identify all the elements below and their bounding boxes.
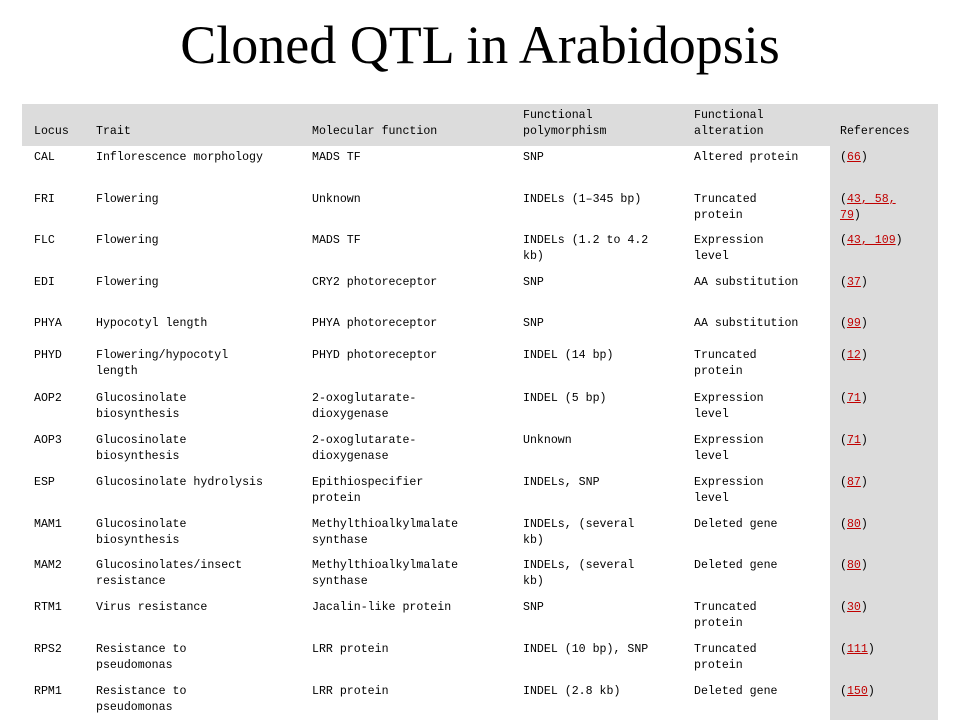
cell-functional-alteration — [694, 433, 822, 465]
cell-functional-alteration-line: level — [694, 492, 729, 505]
reference-open: ( — [840, 559, 847, 572]
table-row — [22, 233, 938, 273]
cell-locus: PHYA — [34, 317, 62, 330]
cell-functional-alteration-line: level — [694, 408, 729, 421]
reference-close: ) — [860, 317, 868, 330]
header-functional-alteration — [694, 108, 822, 140]
cell-molecular-function-line: synthase — [312, 534, 368, 547]
reference-close: ) — [860, 392, 868, 405]
cell-molecular-function-line: 2-oxoglutarate- — [312, 392, 417, 405]
cell-trait-line: Flowering — [96, 193, 159, 206]
cell-locus: FRI — [34, 193, 55, 206]
reference-link[interactable]: 80 — [846, 559, 861, 572]
cell-references — [840, 150, 936, 166]
references-line — [840, 192, 936, 208]
cell-functional-alteration-line: protein — [694, 365, 743, 378]
cell-functional-polymorphism — [523, 517, 688, 549]
cell-trait — [96, 150, 286, 166]
table-row — [22, 684, 938, 720]
cell-molecular-function — [312, 391, 512, 423]
cell-trait-line: Resistance to — [96, 685, 187, 698]
cell-trait — [96, 475, 286, 491]
cell-molecular-function-line: Methylthioalkylmalate — [312, 518, 459, 531]
cell-trait — [96, 517, 286, 549]
cell-functional-polymorphism — [523, 316, 688, 332]
reference-link[interactable]: 111 — [846, 643, 868, 656]
cell-locus: PHYD — [34, 349, 62, 362]
cell-functional-alteration-line: Expression — [694, 392, 764, 405]
cell-trait — [96, 684, 286, 716]
cell-functional-polymorphism — [523, 192, 688, 208]
reference-link[interactable]: 37 — [846, 276, 861, 289]
cell-molecular-function-line: MADS TF — [312, 151, 361, 164]
cell-references — [840, 391, 936, 407]
reference-link[interactable]: 79 — [840, 209, 854, 222]
cell-molecular-function-line: Unknown — [312, 193, 361, 206]
cell-functional-polymorphism — [523, 391, 688, 407]
cell-functional-polymorphism — [523, 150, 688, 166]
cell-molecular-function-line: dioxygenase — [312, 450, 389, 463]
cell-references — [840, 233, 936, 249]
cell-locus: EDI — [34, 276, 55, 289]
reference-open: ( — [840, 601, 847, 614]
cell-functional-polymorphism-line: INDEL (10 bp), SNP — [523, 643, 649, 656]
reference-link[interactable]: 87 — [846, 476, 861, 489]
cell-molecular-function-line: 2-oxoglutarate- — [312, 434, 417, 447]
cell-trait-line: resistance — [96, 575, 166, 588]
cell-trait-line: Glucosinolates/insect — [96, 559, 243, 572]
header-functional-polymorphism-line: polymorphism — [523, 125, 607, 138]
cell-locus: RPM1 — [34, 685, 62, 698]
reference-open: ( — [840, 349, 847, 362]
cell-references — [840, 684, 936, 700]
cell-trait — [96, 316, 286, 332]
cell-trait-line: Glucosinolate — [96, 518, 187, 531]
reference-open: ( — [840, 317, 847, 330]
cell-functional-polymorphism — [523, 275, 688, 291]
cell-functional-alteration-line: Expression — [694, 434, 764, 447]
table-row — [22, 642, 938, 682]
cell-locus: MAM1 — [34, 518, 62, 531]
cell-references — [840, 433, 936, 449]
cell-locus: AOP2 — [34, 392, 62, 405]
cell-trait-line: Glucosinolate — [96, 392, 187, 405]
cell-molecular-function — [312, 348, 512, 364]
cell-molecular-function — [312, 558, 512, 590]
cell-functional-alteration-line: AA substitution — [694, 276, 799, 289]
cell-molecular-function-line: MADS TF — [312, 234, 361, 247]
reference-close: ) — [860, 476, 868, 489]
cell-molecular-function — [312, 642, 512, 658]
cell-functional-polymorphism — [523, 233, 688, 265]
cell-references — [840, 517, 936, 533]
cell-molecular-function — [312, 433, 512, 465]
table-row — [22, 275, 938, 315]
cell-functional-polymorphism-line: kb) — [523, 534, 544, 547]
cell-references — [840, 316, 936, 332]
cell-trait-line: Flowering — [96, 276, 159, 289]
cell-locus: ESP — [34, 476, 55, 489]
cell-functional-alteration — [694, 233, 822, 265]
reference-link[interactable]: 80 — [846, 518, 861, 531]
cell-trait — [96, 391, 286, 423]
reference-link[interactable]: 30 — [846, 601, 861, 614]
cell-molecular-function — [312, 275, 512, 291]
table-row — [22, 558, 938, 598]
cell-trait-line: length — [96, 365, 138, 378]
cell-trait — [96, 348, 286, 380]
cell-functional-polymorphism-line: INDEL (2.8 kb) — [523, 685, 621, 698]
cell-references — [840, 348, 936, 364]
table-row — [22, 600, 938, 640]
reference-link[interactable]: 43, 109 — [846, 234, 896, 247]
cell-functional-alteration-line: Deleted gene — [694, 685, 778, 698]
cell-functional-alteration — [694, 517, 822, 533]
cell-molecular-function — [312, 517, 512, 549]
references-line — [840, 275, 936, 291]
cell-molecular-function-line: Epithiospecifier — [312, 476, 424, 489]
references-line — [840, 433, 936, 449]
reference-link[interactable]: 71 — [846, 392, 861, 405]
cell-molecular-function-line: LRR protein — [312, 685, 389, 698]
cell-trait-line: Inflorescence morphology — [96, 151, 263, 164]
cell-trait — [96, 433, 286, 465]
cell-functional-alteration-line: level — [694, 250, 729, 263]
reference-link[interactable]: 150 — [846, 685, 868, 698]
cell-functional-polymorphism — [523, 433, 688, 449]
references-line — [840, 642, 936, 658]
cell-functional-alteration-line: protein — [694, 659, 743, 672]
cell-trait — [96, 192, 286, 208]
cell-functional-polymorphism-line: kb) — [523, 575, 544, 588]
header-functional-alteration-line: alteration — [694, 125, 764, 138]
cell-references — [840, 600, 936, 616]
cell-functional-polymorphism-line: SNP — [523, 317, 544, 330]
cell-functional-alteration — [694, 192, 822, 224]
cell-references — [840, 275, 936, 291]
cell-references — [840, 475, 936, 491]
cell-molecular-function-line: dioxygenase — [312, 408, 389, 421]
cell-trait-line: biosynthesis — [96, 450, 180, 463]
cell-functional-polymorphism — [523, 348, 688, 364]
cell-molecular-function-line: protein — [312, 492, 361, 505]
cell-functional-polymorphism-line: Unknown — [523, 434, 572, 447]
reference-open: ( — [840, 643, 847, 656]
reference-open: ( — [840, 518, 847, 531]
cell-molecular-function — [312, 600, 512, 616]
cell-functional-polymorphism-line: INDELs, (several — [523, 518, 635, 531]
cell-functional-alteration-line: level — [694, 450, 729, 463]
header-molecular-function: Molecular function — [312, 125, 438, 138]
reference-close: ) — [867, 685, 875, 698]
cell-molecular-function-line: Methylthioalkylmalate — [312, 559, 459, 572]
cell-functional-polymorphism — [523, 642, 688, 658]
cell-functional-polymorphism — [523, 600, 688, 616]
cell-molecular-function — [312, 192, 512, 208]
references-line — [840, 475, 936, 491]
cell-functional-alteration — [694, 558, 822, 574]
cell-functional-polymorphism-line: INDELs, SNP — [523, 476, 600, 489]
table-row — [22, 475, 938, 515]
cell-functional-polymorphism — [523, 684, 688, 700]
table-row — [22, 192, 938, 232]
cell-molecular-function — [312, 233, 512, 249]
cell-functional-alteration-line: protein — [694, 617, 743, 630]
reference-open: ( — [840, 234, 847, 247]
cell-functional-alteration-line: Altered protein — [694, 151, 799, 164]
table-row — [22, 433, 938, 473]
cell-trait-line: Hypocotyl length — [96, 317, 208, 330]
cell-locus: FLC — [34, 234, 55, 247]
cell-molecular-function-line: LRR protein — [312, 643, 389, 656]
reference-close: ) — [867, 643, 875, 656]
cell-functional-polymorphism — [523, 558, 688, 590]
table-row — [22, 517, 938, 557]
cell-molecular-function-line: Jacalin-like protein — [312, 601, 452, 614]
reference-open: ( — [840, 193, 847, 206]
cell-functional-polymorphism-line: kb) — [523, 250, 544, 263]
cell-functional-polymorphism-line: INDELs, (several — [523, 559, 635, 572]
header-functional-polymorphism-line: Functional — [523, 109, 593, 122]
references-line — [840, 348, 936, 364]
cell-trait — [96, 642, 286, 674]
reference-open: ( — [840, 434, 847, 447]
references-line — [840, 517, 936, 533]
cell-functional-alteration-line: AA substitution — [694, 317, 799, 330]
reference-close: ) — [860, 518, 868, 531]
reference-link[interactable]: 99 — [846, 317, 861, 330]
references-line — [840, 684, 936, 700]
cell-molecular-function — [312, 316, 512, 332]
cell-trait-line: Resistance to — [96, 643, 187, 656]
cell-functional-alteration — [694, 150, 822, 166]
cell-trait-line: biosynthesis — [96, 408, 180, 421]
cell-functional-alteration-line: Deleted gene — [694, 518, 778, 531]
references-line — [840, 150, 936, 166]
cell-trait-line: Virus resistance — [96, 601, 208, 614]
cell-functional-alteration-line: Truncated — [694, 349, 757, 362]
cell-molecular-function-line: PHYA photoreceptor — [312, 317, 438, 330]
cell-trait — [96, 233, 286, 249]
reference-close: ) — [860, 434, 868, 447]
reference-open: ( — [840, 151, 847, 164]
cell-functional-alteration — [694, 275, 822, 291]
cell-functional-alteration-line: Deleted gene — [694, 559, 778, 572]
reference-close: ) — [860, 559, 868, 572]
cell-functional-polymorphism-line: INDEL (5 bp) — [523, 392, 607, 405]
cell-functional-alteration-line: protein — [694, 209, 743, 222]
cell-functional-polymorphism-line: SNP — [523, 601, 544, 614]
reference-open: ( — [840, 685, 847, 698]
table-row — [22, 348, 938, 388]
reference-link[interactable]: 12 — [846, 349, 861, 362]
cell-functional-polymorphism-line: INDELs (1–345 bp) — [523, 193, 642, 206]
cell-trait-line: Flowering/hypocotyl — [96, 349, 229, 362]
references-line — [840, 208, 936, 224]
qtl-table — [22, 104, 938, 720]
cell-functional-alteration-line: Expression — [694, 476, 764, 489]
reference-open: ( — [840, 276, 847, 289]
cell-trait-line: Flowering — [96, 234, 159, 247]
reference-close: ) — [860, 601, 868, 614]
cell-locus: AOP3 — [34, 434, 62, 447]
page-title: Cloned QTL in Arabidopsis — [180, 15, 780, 75]
reference-close: ) — [853, 209, 861, 222]
header-references: References — [840, 125, 910, 138]
cell-functional-alteration-line: Expression — [694, 234, 764, 247]
cell-functional-alteration-line: Truncated — [694, 193, 757, 206]
cell-locus: RPS2 — [34, 643, 62, 656]
cell-references — [840, 192, 936, 224]
references-line — [840, 391, 936, 407]
cell-functional-polymorphism-line: SNP — [523, 151, 544, 164]
reference-link[interactable]: 66 — [846, 151, 861, 164]
cell-functional-alteration — [694, 684, 822, 700]
cell-molecular-function-line: synthase — [312, 575, 368, 588]
cell-functional-polymorphism-line: INDEL (14 bp) — [523, 349, 614, 362]
cell-functional-polymorphism — [523, 475, 688, 491]
cell-functional-alteration — [694, 475, 822, 507]
cell-functional-alteration — [694, 348, 822, 380]
cell-locus: RTM1 — [34, 601, 62, 614]
header-functional-alteration-line: Functional — [694, 109, 764, 122]
reference-close: ) — [860, 349, 868, 362]
cell-molecular-function-line: PHYD photoreceptor — [312, 349, 438, 362]
cell-trait — [96, 275, 286, 291]
reference-close: ) — [860, 276, 868, 289]
references-line — [840, 600, 936, 616]
reference-open: ( — [840, 392, 847, 405]
cell-locus: MAM2 — [34, 559, 62, 572]
references-line — [840, 558, 936, 574]
cell-trait-line: pseudomonas — [96, 659, 173, 672]
cell-trait-line: Glucosinolate — [96, 434, 187, 447]
cell-functional-alteration — [694, 316, 822, 332]
cell-trait — [96, 600, 286, 616]
reference-close: ) — [860, 151, 868, 164]
table-row — [22, 391, 938, 431]
reference-link[interactable]: 43, 58, — [846, 193, 896, 206]
cell-locus: CAL — [34, 151, 55, 164]
cell-trait-line: Glucosinolate hydrolysis — [96, 476, 263, 489]
cell-functional-alteration — [694, 600, 822, 632]
reference-open: ( — [840, 476, 847, 489]
references-line — [840, 233, 936, 249]
cell-trait — [96, 558, 286, 590]
header-functional-polymorphism — [523, 108, 688, 140]
cell-references — [840, 642, 936, 658]
header-locus: Locus — [34, 125, 69, 138]
table-header-row — [22, 104, 938, 146]
cell-molecular-function-line: CRY2 photoreceptor — [312, 276, 438, 289]
references-line — [840, 316, 936, 332]
cell-molecular-function — [312, 684, 512, 700]
cell-trait-line: pseudomonas — [96, 701, 173, 714]
cell-functional-alteration — [694, 642, 822, 674]
reference-link[interactable]: 71 — [846, 434, 861, 447]
cell-functional-alteration-line: Truncated — [694, 643, 757, 656]
cell-functional-polymorphism-line: INDELs (1.2 to 4.2 — [523, 234, 649, 247]
cell-functional-alteration-line: Truncated — [694, 601, 757, 614]
cell-trait-line: biosynthesis — [96, 534, 180, 547]
cell-functional-polymorphism-line: SNP — [523, 276, 544, 289]
header-trait: Trait — [96, 125, 131, 138]
cell-functional-alteration — [694, 391, 822, 423]
cell-molecular-function — [312, 150, 512, 166]
cell-molecular-function — [312, 475, 512, 507]
reference-close: ) — [895, 234, 903, 247]
table-row — [22, 150, 938, 190]
cell-references — [840, 558, 936, 574]
